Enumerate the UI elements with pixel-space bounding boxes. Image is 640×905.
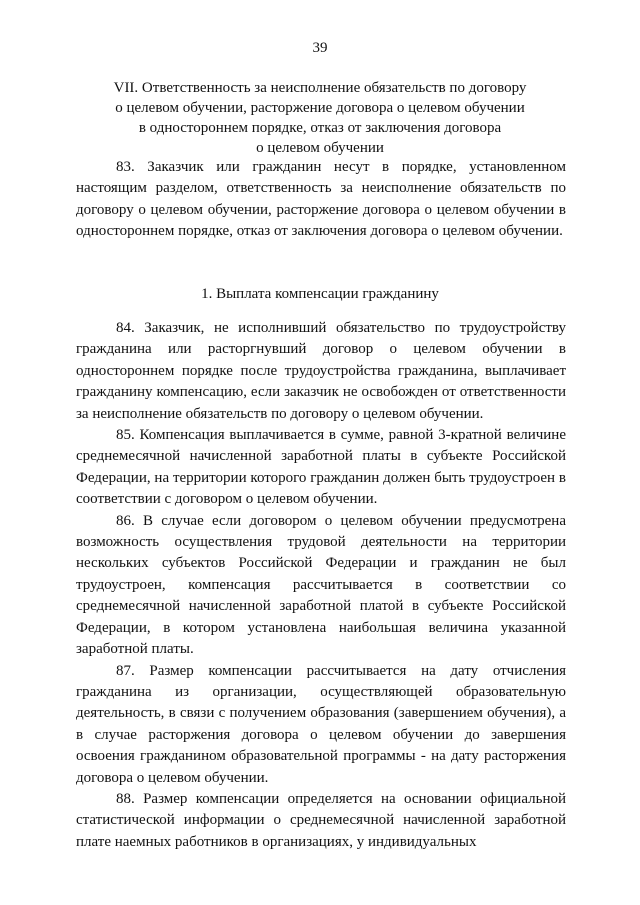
section-heading-line: VII. Ответственность за неисполнение обязательств по договору	[113, 80, 527, 96]
intro-block	[76, 157, 566, 243]
paragraph-85: 85. Компенсация выплачивается в сумме, равной 3-кратной величине среднемесячной начисленной заработной платы в субъекте Российской Федерации, на территории которого гражданин должен быть трудоустроен в соответствии с договором о целевом обучении.	[76, 427, 566, 508]
paragraph-88: 88. Размер компенсации определяется на основании официальной статистической информации о среднемесячной начисленной заработной плате наемных работников в организациях, у индивидуальных	[76, 790, 566, 850]
paragraph-86: 86. В случае если договором о целевом обучении предусмотрена возможность осуществления трудовой деятельности на территории нескольких субъектов Российской Федерации и гражданин не был трудоустроен, компенсация рассчитывается в соответствии со среднемесячной начисленной заработной платой в субъекте Российской Федерации, в котором установлена наибольшая величина указанной заработной платы.	[76, 512, 566, 658]
paragraph-87: 87. Размер компенсации рассчитывается на дату отчисления гражданина из организации, осуществляющей образовательную деятельность, в связи с получением образования (завершением обучения), а в случае расторжения договора о целевом обучении до завершения освоения гражданином образовательной программы - на дату расторжения договора о целевом обучении.	[76, 662, 566, 786]
section-heading-line: в одностороннем порядке, отказ от заключения договора	[138, 120, 502, 136]
subsection-heading: 1. Выплата компенсации гражданину	[201, 286, 439, 302]
paragraph-84: 84. Заказчик, не исполнивший обязательство по трудоустройству гражданина или расторгнувший договор о целевом обучении в одностороннем порядке после трудоустройства гражданина, выплачивает гражданину компенсацию, если заказчик не освобожден от ответственности за неисполнение обязательств по договору о целевом обучении.	[76, 320, 566, 422]
section-heading-line: о целевом обучении, расторжение договора о целевом обучении	[115, 100, 525, 116]
paragraph-83: 83. Заказчик или гражданин несут в порядке, установленном настоящим разделом, ответственность за неисполнение обязательств по договору о целевом обучении, расторжение договора о целевом обучении в одностороннем порядке, отказ от заключения договора о целевом обучении.	[76, 159, 566, 240]
section-heading-line: о целевом обучении	[256, 140, 384, 156]
page-number: 39	[312, 40, 328, 56]
subsection-body	[76, 318, 566, 853]
section-heading	[90, 78, 550, 158]
